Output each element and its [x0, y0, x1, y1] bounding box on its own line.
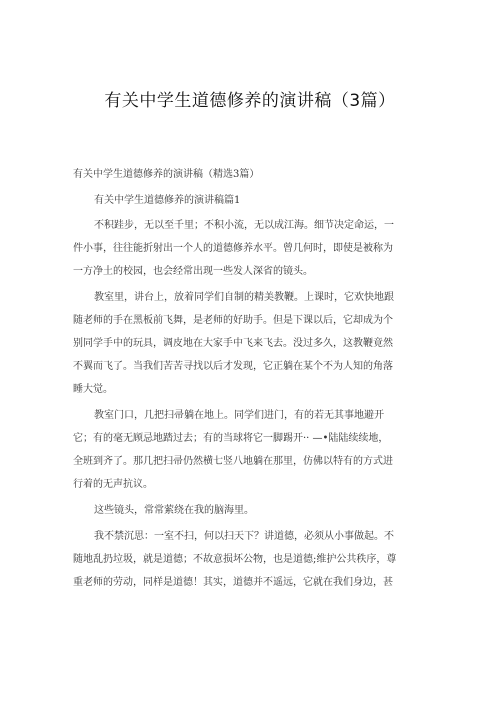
paragraph-line: 行着的无声抗议。 [73, 479, 153, 490]
paragraph-line: 不翼而飞了。当我们苦苦寻找以后才发现，它正躺在某个不为人知的角落 [73, 361, 393, 372]
paragraph-line: 教室里，讲台上，放着同学们自制的精美教鞭。上课时，它欢快地跟 [94, 292, 394, 303]
paragraph-line: 这些镜头，常常萦绕在我的脑海里。 [94, 505, 254, 516]
paragraph-line: 重老师的劳动，同样是道德！其实，道德并不遥远，它就在我们身边，甚 [73, 577, 393, 588]
paragraph-line: 别同学手中的玩具，调皮地在大家手中飞来飞去。没过多久，这教鞭竟然 [73, 338, 393, 349]
document-subtitle: 有关中学生道德修养的演讲稿（精选3篇） [73, 169, 260, 180]
section-heading: 有关中学生道德修养的演讲稿篇1 [94, 195, 241, 206]
paragraph-line: 随老师的手在黑板前飞舞，是老师的好助手。但是下课以后，它却成为个 [73, 315, 393, 326]
paragraph-line: 不积跬步，无以至千里；不积小流，无以成江海。细节决定命运，一 [94, 220, 394, 231]
paragraph-1 [73, 214, 443, 283]
paragraph-line: 全班到齐了。那几把扫帚仍然横七竖八地躺在那里，仿佛以特有的方式进 [73, 456, 393, 467]
paragraph-line: 睡大觉。 [73, 384, 113, 395]
paragraph-line: 随地乱扔垃圾，就是道德；不故意损坏公物，也是道德;维护公共秩序，尊 [73, 554, 397, 565]
paragraph-line: 它；有的毫无顾忌地踏过去；有的当球将它一脚踢开·· —•陆陆续续地， [73, 433, 389, 444]
document-title: 有关中学生道德修养的演讲稿（3篇） [104, 91, 396, 111]
paragraph-2 [73, 286, 443, 401]
paragraph-line: 教室门口，几把扫帚躺在地上。同学们进门，有的若无其事地避开 [94, 410, 384, 421]
paragraph-3 [73, 404, 443, 496]
document-body [73, 163, 443, 597]
paragraph-5 [73, 525, 443, 594]
paragraph-4 [73, 499, 443, 522]
paragraph-line: 一方净土的校园，也会经常出现一些发人深省的镜头。 [73, 266, 313, 277]
paragraph-line: 件小事，往往能折射出一个人的道德修养水平。曾几何时，即使是被称为 [73, 243, 393, 254]
paragraph-line: 我不禁沉思：一室不扫，何以扫天下？讲道德，必须从小事做起。不 [94, 531, 394, 542]
